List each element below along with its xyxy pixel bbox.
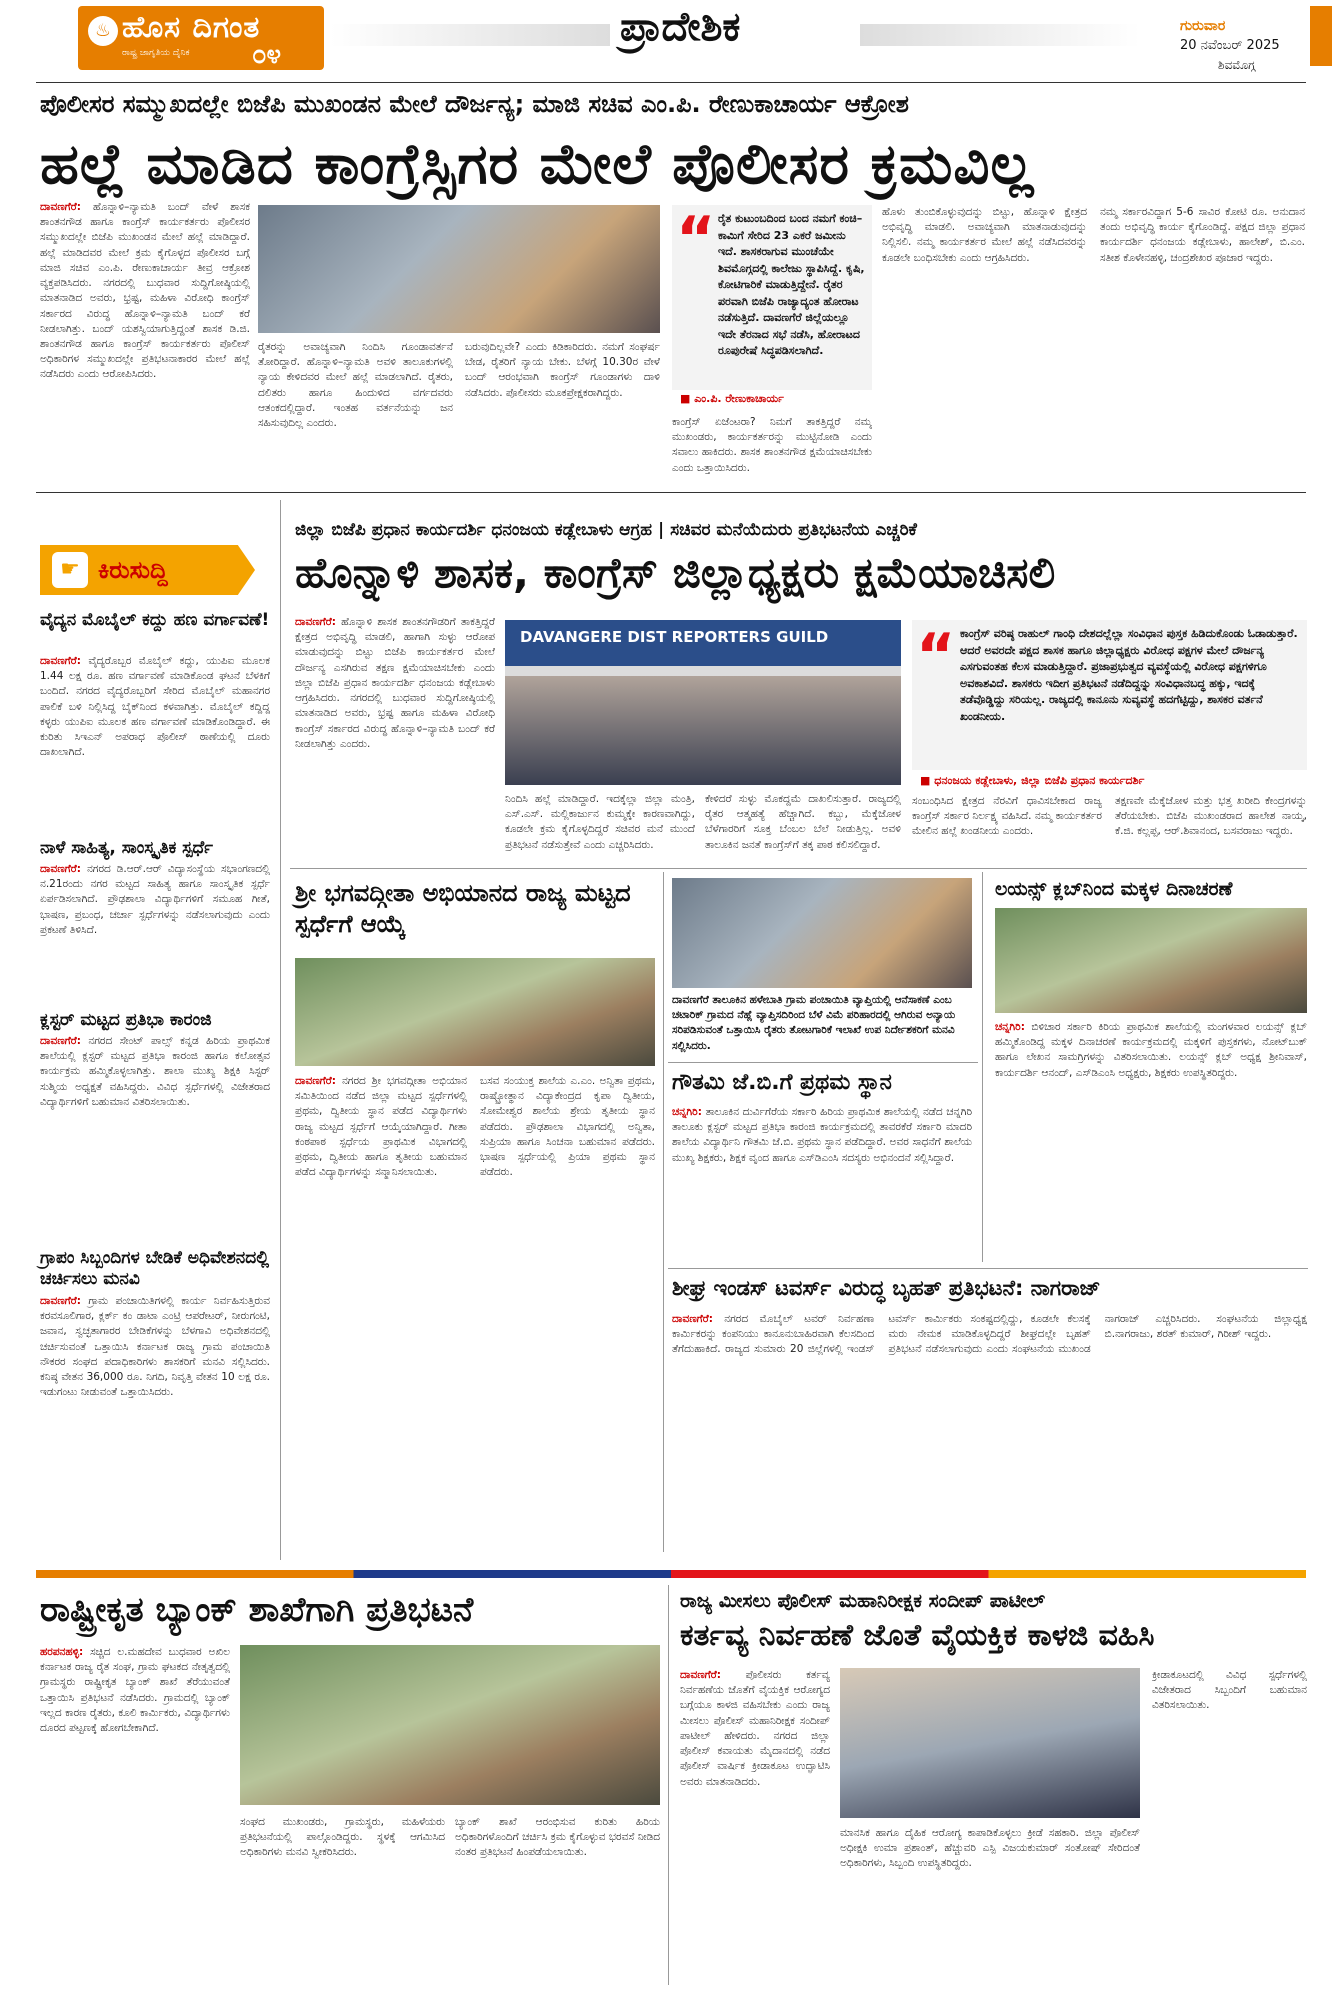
brief-text: ದಾವಣಗೆರೆ: ವೈದ್ಯರೊಬ್ಬರ ಮೊಬೈಲ್ ಕದ್ದು, ಯುಪಿಐ ಮೂಲಕ 1.44 ಲಕ್ಷ ರೂ. ಹಣ ವರ್ಗಾವಣೆ ಮಾಡಿಕೊಂಡ ಘಟನೆ ಬೆಳಕಿಗೆ ಬಂದಿದೆ. ನಗರದ ವೈದ್ಯರೊಬ್ಬರಿಗೆ ಸೇರಿದ ಮೊಬೈಲ್ ಮಹಾನಗರ ಪಾಲಿಕೆ ಬಳಿ ನಿಲ್ಲಿಸಿದ್ದ ಬೈಕ್‌ನಿಂದ ಕಳವಾಗಿತ್ತು. ಮೊಬೈಲ್ ಕದ್ದಿದ್ದ ಕಳ್ಳರು ಯುಪಿಐ ಮೂಲಕ ಹಣ ವರ್ಗಾವಣೆ ಮಾಡಿಕೊಂಡಿದ್ದಾರೆ. ಈ ಕುರಿತು ಸಿಇಎನ್ ಅಪರಾಧ ಪೊಲೀಸ್ ಠಾಣೆಯಲ್ಲಿ ದೂರು ದಾಖಲಾಗಿದೆ. — [40, 655, 270, 759]
gita-headline: ಶ್ರೀ ಭಗವದ್ಗೀತಾ ಅಭಿಯಾನದ ರಾಜ್ಯ ಮಟ್ಟದ ಸ್ಪರ್ಧೆಗೆ ಆಯ್ಕೆ — [295, 879, 631, 939]
quote-attribution: ■ ಎಂ.ಪಿ. ರೇಣುಕಾಚಾರ್ಯ — [680, 392, 784, 405]
second-headline: ಹೊನ್ನಾಳಿ ಶಾಸಕ, ಕಾಂಗ್ರೆಸ್ ಜಿಲ್ಲಾಧ್ಯಕ್ಷರು ಕ್ಷಮೆಯಾಚಿಸಲಿ — [295, 548, 1056, 597]
second-column-2: ನಿಂದಿಸಿ ಹಲ್ಲೆ ಮಾಡಿದ್ದಾರೆ. ಇದಕ್ಕೆಲ್ಲಾ ಜಿಲ್ಲಾ ಮಂತ್ರಿ, ಎಸ್.ಎಸ್. ಮಲ್ಲಿಕಾರ್ಜುನ ಕುಮ್ಮಕ್ಕೇ ಕಾರಣವಾಗಿದ್ದು, ಕೂಡಲೇ ಕ್ರಮ ಕೈಗೊಳ್ಳದಿದ್ದರೆ ಸಚಿವರ ಮನೆ ಮುಂದೆ ಪ್ರತಿಭಟನೆ ನಡೆಸುತ್ತೇವೆ ಎಂದು ಎಚ್ಚರಿಸಿದರು. — [505, 793, 695, 851]
photo-caption: ದಾವಣಗೆರೆ ತಾಲೂಕಿನ ಹಳೇಬಾತಿ ಗ್ರಾಮ ಪಂಚಾಯಿತಿ ವ್ಯಾಪ್ತಿಯಲ್ಲಿ ಆನೆಸಾಕಣೆ ಎಂಬ ಚಟಾರಿಕ್ ಗ್ರಾಮದ ನೆಹ್ಲೆ ವ್ಯಾಪ್ತಿಸದಿರಿಂದ ಬೆಳೆ ವಿಮೆ ಪರಿಹಾರದಲ್ಲಿ ಆಗಿರುವ ಅನ್ಯಾಯ ಸರಿಪಡಿಸುವಂತೆ ಒತ್ತಾಯಿಸಿ ರೈತರು ತೋಟಗಾರಿಕೆ ಇಲಾಖೆ ಉಪ ನಿರ್ದೇಶಕರಿಗೆ ಮನವಿ ಸಲ್ಲಿಸಿದರು. — [672, 994, 956, 1052]
newspaper-name: ಹೊಸ ದಿಗಂತ — [122, 10, 261, 45]
brief-headline: ಗ್ರಾಪಂ ಸಿಬ್ಬಂದಿಗಳ ಬೇಡಿಕೆ ಅಧಿವೇಶನದಲ್ಲಿ ಚರ್ಚಿಸಲು ಮನವಿ — [40, 1248, 270, 1290]
bank-column-2: ಸಂಘದ ಮುಖಂಡರು, ಗ್ರಾಮಸ್ಥರು, ಮಹಿಳೆಯರು ಪ್ರತಿಭಟನೆಯಲ್ಲಿ ಪಾಲ್ಗೊಂಡಿದ್ದರು. ಸ್ಥಳಕ್ಕೆ ಆಗಮಿಸಿದ ಅಧಿಕಾರಿಗಳು ಮನವಿ ಸ್ವೀಕರಿಸಿದರು. — [240, 1816, 445, 1859]
quote-text: ರೈತ ಕುಟುಂಬದಿಂದ ಬಂದ ನಮಗೆ ಕಂಚಿ–ಕಾಮಿಗೆ ಸೇರಿದ 23 ಎಕರೆ ಜಮೀನು ಇದೆ. ಶಾಸಕರಾಗುವ ಮುಂಚೆಯೇ ಶಿವಮೊಗ್ಗದಲ್ಲಿ ಕಾಲೇಜು ಸ್ಥಾಪಿಸಿದ್ದೆ. ಕೃಷಿ, ಕೋಟಿಗಾರಿಕೆ ಮಾಡುತ್ತಿದ್ದೇನೆ. ರೈತರ ಪರವಾಗಿ ಬಿಜೆಪಿ ರಾಜ್ಯಾದ್ಯಂತ ಹೋರಾಟ ನಡೆಸುತ್ತಿದೆ. ದಾವಣಗೆರೆ ಜಿಲ್ಲೆಯಲ್ಲೂ ಇದೇ ತೆರನಾದ ಸಭೆ ನಡೆಸಿ, ಹೋರಾಟದ ರೂಪುರೇಷೆ ಸಿದ್ಧಪಡಿಸಲಾಗಿದೆ. — [718, 212, 865, 357]
section-strip — [36, 1570, 1306, 1578]
lions-text: ಚನ್ನಗಿರಿ: ಬಿಳಿಚಾರ ಸರ್ಕಾರಿ ಕಿರಿಯ ಪ್ರಾಥಮಿಕ ಶಾಲೆಯಲ್ಲಿ ಮಂಗಳವಾರ ಲಯನ್ಸ್ ಕ್ಲಬ್ ಹಮ್ಮಿಕೊಂಡಿದ್ದ ಮಕ್ಕಳ ದಿನಾಚರಣೆ ಕಾರ್ಯಕ್ರಮದಲ್ಲಿ ಮಕ್ಕಳಿಗೆ ಪುಸ್ತಕಗಳು, ನೋಟ್‌ಬುಕ್ ಹಾಗೂ ಲೇಖನ ಸಾಮಗ್ರಿಗಳನ್ನು ವಿತರಿಸಲಾಯಿತು. ಲಯನ್ಸ್ ಕ್ಲಬ್ ಅಧ್ಯಕ್ಷ ಶ್ರೀನಿವಾಸ್, ಕಾರ್ಯದರ್ಶಿ ಆನಂದ್, ಎಸ್‌ಡಿಎಂಸಿ ಅಧ್ಯಕ್ಷರು, ಶಿಕ್ಷಕರು ಉಪಸ್ಥಿತರಿದ್ದರು. — [995, 1021, 1307, 1079]
divider — [36, 492, 1306, 493]
bank-column-1: ಹರಪನಹಳ್ಳಿ: ಸಚ್ಚಿದ ಲ.ಮಹದೇವ ಬುಧವಾರ ಅಖಿಲ ಕರ್ನಾಟಕ ರಾಜ್ಯ ರೈತ ಸಂಘ, ಗ್ರಾಮ ಘಟಕದ ನೇತೃತ್ವದಲ್ಲಿ ಗ್ರಾಮಸ್ಥರು ರಾಷ್ಟ್ರೀಕೃತ ಬ್ಯಾಂಕ್ ಶಾಖೆ ತೆರೆಯುವಂತೆ ಒತ್ತಾಯಿಸಿ ಪ್ರತಿಭಟನೆ ನಡೆಸಿದರು. ಗ್ರಾಮದಲ್ಲಿ ಬ್ಯಾಂಕ್ ಇಲ್ಲದ ಕಾರಣ ರೈತರು, ಕೂಲಿ ಕಾರ್ಮಿಕರು, ವಿದ್ಯಾರ್ಥಿಗಳು ದೂರದ ಪಟ್ಟಣಕ್ಕೆ ಹೋಗಬೇಕಾಗಿದೆ. — [40, 1646, 230, 1735]
quote-attribution: ■ ಧನಂಜಯ ಕಡ್ಲೇಬಾಳು, ಜಿಲ್ಲಾ ಬಿಜೆಪಿ ಪ್ರಧಾನ ಕಾರ್ಯದರ್ಶಿ — [920, 774, 1145, 787]
lead-column-5: ಹೊಳು ತುಂಬಿಕೊಳ್ಳುವುದನ್ನು ಬಿಟ್ಟು, ಹೊನ್ನಾಳಿ ಕ್ಷೇತ್ರದ ಅಭಿವೃದ್ಧಿ ಮಾಡಲಿ. ಅವಾಚ್ಯವಾಗಿ ಮಾತನಾಡುವುದನ್ನು ನಿಲ್ಲಿಸಲಿ. ನಮ್ಮ ಕಾರ್ಯಕರ್ತರ ಮೇಲೆ ಹಲ್ಲೆ ನಡೆಸಿದವರನ್ನು ಕೂಡಲೇ ಬಂಧಿಸಬೇಕು ಎಂದು ಆಗ್ರಹಿಸಿದರು. — [882, 206, 1087, 264]
divider — [668, 1062, 978, 1063]
brief-headline: ಕ್ಲಸ್ಟರ್ ಮಟ್ಟದ ಪ್ರತಿಭಾ ಕಾರಂಜಿ — [40, 1010, 212, 1030]
masthead-rule-right — [860, 24, 1140, 46]
quote-text: ಕಾಂಗ್ರೆಸ್ ವರಿಷ್ಠ ರಾಹುಲ್ ಗಾಂಧಿ ದೇಶದಲ್ಲೆಲ್ಲಾ ಸಂವಿಧಾನ ಪುಸ್ತಕ ಹಿಡಿದುಕೊಂಡು ಓಡಾಡುತ್ತಾರೆ. ಆದರೆ ಅವರದೇ ಪಕ್ಷದ ಶಾಸಕ ಹಾಗೂ ಜಿಲ್ಲಾಧ್ಯಕ್ಷರು ವಿರೋಧ ಪಕ್ಷಗಳ ಮೇಲೆ ದೌರ್ಜನ್ಯ ಎಸಗುವಂತಹ ಕೆಲಸ ಮಾಡುತ್ತಿದ್ದಾರೆ. ಪ್ರಜಾಪ್ರಭುತ್ವದ ವ್ಯವಸ್ಥೆಯಲ್ಲಿ ವಿರೋಧ ಪಕ್ಷಗಳಿಗೂ ಅವಕಾಶವಿದೆ. ಶಾಸಕರು ಇದೀಗ ಪ್ರತಿಭಟನೆ ನಡೆದಿದ್ದನ್ನು ಸಂವಿಧಾನಬದ್ಧ ಹಕ್ಕು, ಇದಕ್ಕೆ ತಡೆವೊಡ್ಡಿದ್ದು ಸರಿಯಲ್ಲ. ರಾಜ್ಯದಲ್ಲಿ ಕಾನೂನು ಸುವ್ಯವಸ್ಥೆ ಹದಗೆಟ್ಟಿದ್ದು, ಶಾಸಕರ ವರ್ತನೆ ಖಂಡನೀಯ. — [960, 627, 1298, 723]
quote-icon: “ — [916, 621, 956, 691]
ig-column-1: ದಾವಣಗೆರೆ: ಪೊಲೀಸರು ಕರ್ತವ್ಯ ನಿರ್ವಹಣೆಯ ಜೊತೆಗೆ ವೈಯಕ್ತಿಕ ಆರೋಗ್ಯದ ಬಗ್ಗೆಯೂ ಕಾಳಜಿ ವಹಿಸಬೇಕು ಎಂದು ರಾಜ್ಯ ಮೀಸಲು ಪೊಲೀಸ್ ಮಹಾನಿರೀಕ್ಷಕ ಸಂದೀಪ್ ಪಾಟೀಲ್ ಹೇಳಿದರು. ನಗರದ ಜಿಲ್ಲಾ ಪೊಲೀಸ್ ಕವಾಯತು ಮೈದಾನದಲ್ಲಿ ನಡೆದ ಪೊಲೀಸ್ ವಾರ್ಷಿಕ ಕ್ರೀಡಾಕೂಟ ಉದ್ಘಾಟಿಸಿ ಅವರು ಮಾತನಾಡಿದರು. — [680, 1669, 830, 1788]
brief-headline: ವೈದ್ಯನ ಮೊಬೈಲ್ ಕದ್ದು ಹಣ ವರ್ಗಾವಣೆ! — [40, 610, 270, 630]
ig-kicker: ರಾಜ್ಯ ಮೀಸಲು ಪೊಲೀಸ್ ಮಹಾನಿರೀಕ್ಷಕ ಸಂದೀಪ್ ಪಾಟೀಲ್ — [680, 1590, 1046, 1612]
bank-headline: ರಾಷ್ಟ್ರೀಕೃತ ಬ್ಯಾಂಕ್ ಶಾಖೆಗಾಗಿ ಪ್ರತಿಭಟನೆ — [40, 1590, 474, 1630]
lead-headline: ಹಲ್ಲೆ ಮಾಡಿದ ಕಾಂಗ್ರೆಸ್ಸಿಗರ ಮೇಲೆ ಪೊಲೀಸರ ಕ್ರಮವಿಲ್ಲ — [40, 132, 1035, 197]
masthead — [0, 0, 1339, 78]
second-column-3: ಕೇಳಿದರೆ ಸುಳ್ಳು ಮೊಕದ್ದಮೆ ದಾಖಲಿಸುತ್ತಾರೆ. ರಾಜ್ಯದಲ್ಲಿ ರೈತರ ಆತ್ಮಹತ್ಯೆ ಹೆಚ್ಚಾಗಿದೆ. ಕಬ್ಬು, ಮೆಕ್ಕೆಜೋಳ ಬೆಳೆಗಾರರಿಗೆ ಸೂಕ್ತ ಬೆಂಬಲ ಬೆಲೆ ನೀಡುತ್ತಿಲ್ಲ. ಅವಳಿ ತಾಲೂಕಿನ ಜನತೆ ಕಾಂಗ್ರೆಸ್‌ಗೆ ತಕ್ಕ ಪಾಠ ಕಲಿಸಲಿದ್ದಾರೆ. — [705, 793, 901, 851]
brief-text: ದಾವಣಗೆರೆ: ಗ್ರಾಮ ಪಂಚಾಯಿತಿಗಳಲ್ಲಿ ಕಾರ್ಯ ನಿರ್ವಹಿಸುತ್ತಿರುವ ಕರವಸೂಲಿಗಾರ, ಕ್ಲರ್ಕ್ ಕಂ ಡಾಟಾ ಎಂಟ್ರಿ ಆಪರೇಟರ್, ನೀರುಗಂಟಿ, ಜವಾನ, ಸ್ವಚ್ಛತಾಗಾರರ ಬೇಡಿಕೆಗಳನ್ನು ಬೆಳಗಾವಿ ಅಧಿವೇಶನದಲ್ಲಿ ಚರ್ಚಿಸುವಂತೆ ಒತ್ತಾಯಿಸಿ ಕರ್ನಾಟಕ ರಾಜ್ಯ ಗ್ರಾಮ ಪಂಚಾಯಿತಿ ನೌಕರರ ಸಂಘದ ಪದಾಧಿಕಾರಿಗಳು ಶಾಸಕರಿಗೆ ಮನವಿ ಸಲ್ಲಿಸಿದರು. ಕನಿಷ್ಠ ವೇತನ 36,000 ರೂ. ನಿಗದಿ, ನಿವೃತ್ತಿ ವೇತನ 10 ಲಕ್ಷ ರೂ. ಇಡುಗಂಟು ನೀಡುವಂತೆ ಒತ್ತಾಯಿಸಿದರು. — [40, 1295, 270, 1399]
bank-column-3: ಬ್ಯಾಂಕ್ ಶಾಖೆ ಆರಂಭಿಸುವ ಕುರಿತು ಹಿರಿಯ ಅಧಿಕಾರಿಗಳೊಂದಿಗೆ ಚರ್ಚಿಸಿ ಕ್ರಮ ಕೈಗೊಳ್ಳುವ ಭರವಸೆ ನೀಡಿದ ನಂತರ ಪ್ರತಿಭಟನೆ ಹಿಂಪಡೆಯಲಾಯಿತು. — [455, 1816, 660, 1859]
lead-column-4: ಕಾಂಗ್ರೆಸ್ ಏಜೆಂಟರಾ? ನಿಮಗೆ ತಾಕತ್ತಿದ್ದರೆ ನಮ್ಮ ಮುಖಂಡರು, ಕಾರ್ಯಕರ್ತರನ್ನು ಮುಟ್ಟಿನೋಡಿ ಎಂದು ಸವಾಲು ಹಾಕಿದರು. ಶಾಸಕ ಶಾಂತನಗೌಡ ಕ್ಷಮೆಯಾಚಿಸಬೇಕು ಎಂದು ಒತ್ತಾಯಿಸಿದರು. — [672, 416, 872, 474]
ig-headline: ಕರ್ತವ್ಯ ನಿರ್ವಹಣೆ ಜೊತೆ ವೈಯಕ್ತಿಕ ಕಾಳಜಿ ವಹಿಸಿ — [680, 1618, 1155, 1653]
farmers-petition-photo — [672, 878, 972, 988]
quote-icon: “ — [676, 204, 716, 274]
gita-column-1: ದಾವಣಗೆರೆ: ನಗರದ ಶ್ರೀ ಭಗವದ್ಗೀತಾ ಅಭಿಯಾನ ಸಮಿತಿಯಿಂದ ನಡೆದ ಜಿಲ್ಲಾ ಮಟ್ಟದ ಸ್ಪರ್ಧೆಗಳಲ್ಲಿ ಪ್ರಥಮ, ದ್ವಿತೀಯ ಸ್ಥಾನ ಪಡೆದ ವಿದ್ಯಾರ್ಥಿಗಳು ರಾಜ್ಯ ಮಟ್ಟದ ಸ್ಪರ್ಧೆಗೆ ಆಯ್ಕೆಯಾಗಿದ್ದಾರೆ. ಗೀತಾ ಕಂಠಪಾಠ ಸ್ಪರ್ಧೆಯ ಪ್ರಾಥಮಿಕ ವಿಭಾಗದಲ್ಲಿ ಪ್ರಥಮ, ದ್ವಿತೀಯ ಹಾಗೂ ತೃತೀಯ ಬಹುಮಾನ ಪಡೆದ ವಿದ್ಯಾರ್ಥಿಗಳನ್ನು ಸನ್ಮಾನಿಸಲಾಯಿತು. — [295, 1075, 467, 1179]
section-title: ಪ್ರಾದೇಶಿಕ — [620, 4, 741, 50]
children-day-photo — [995, 908, 1307, 1013]
lamp-icon: ♨ — [88, 16, 118, 46]
masthead-rule-left — [330, 24, 610, 46]
bank-protest-photo — [240, 1645, 660, 1805]
lead-quote-box — [672, 205, 872, 390]
column-rule — [663, 872, 664, 1552]
indus-text: ದಾವಣಗೆರೆ: ನಗರದ ಮೊಬೈಲ್ ಟವರ್ ನಿರ್ವಹಣಾ ಕಾರ್ಮಿಕರನ್ನು ಕಂಪನಿಯು ಕಾನೂನುಬಾಹಿರವಾಗಿ ಕೆಲಸದಿಂದ ತೆಗೆದುಹಾಕಿದೆ. ರಾಜ್ಯದ ಸುಮಾರು 20 ಜಿಲ್ಲೆಗಳಲ್ಲಿ ಇಂಡಸ್ ಟವರ್ಸ್ ಕಾರ್ಮಿಕರು ಸಂಕಷ್ಟದಲ್ಲಿದ್ದು, ಕೂಡಲೇ ಕೆಲಸಕ್ಕೆ ಮರು ನೇಮಕ ಮಾಡಿಕೊಳ್ಳದಿದ್ದರೆ ಶೀಘ್ರದಲ್ಲೇ ಬೃಹತ್ ಪ್ರತಿಭಟನೆ ನಡೆಸಲಾಗುವುದು ಎಂದು ಸಂಘಟನೆಯ ಮುಖಂಡ ನಾಗರಾಜ್ ಎಚ್ಚರಿಸಿದರು. ಸಂಘಟನೆಯ ಜಿಲ್ಲಾಧ್ಯಕ್ಷ ಬಿ.ನಾಗರಾಜು, ಶರತ್ ಕುಮಾರ್, ಗಿರೀಶ್ ಇದ್ದರು. — [672, 1313, 1307, 1356]
lead-column-1 — [40, 200, 250, 485]
banner-text: DAVANGERE DIST REPORTERS GUILD — [520, 628, 829, 646]
ig-column-3: ಕ್ರೀಡಾಕೂಟದಲ್ಲಿ ವಿವಿಧ ಸ್ಪರ್ಧೆಗಳಲ್ಲಿ ವಿಜೇತರಾದ ಸಿಬ್ಬಂದಿಗೆ ಬಹುಮಾನ ವಿತರಿಸಲಾಯಿತು. — [1152, 1669, 1307, 1712]
brief-headline: ನಾಳೆ ಸಾಹಿತ್ಯ, ಸಾಂಸ್ಕೃತಿಕ ಸ್ಪರ್ಧೆ — [40, 838, 213, 858]
divider — [290, 868, 1307, 869]
lead-column-6: ನಮ್ಮ ಸರ್ಕಾರವಿದ್ದಾಗ 5-6 ಸಾವಿರ ಕೋಟಿ ರೂ. ಅನುದಾನ ತಂದು ಅಭಿವೃದ್ಧಿ ಕಾರ್ಯ ಕೈಗೊಂಡಿದ್ದೆ. ಪಕ್ಷದ ಜಿಲ್ಲಾ ಪ್ರಧಾನ ಕಾರ್ಯದರ್ಶಿ ಧನಂಜಯ ಕಡ್ಲೇಬಾಳು, ಹಾಲೇಶ್, ಬಿ.ಎಂ. ಸತೀಶ ಕೊಳೇನಹಳ್ಳಿ, ಚಂದ್ರಶೇಖರ ಪೂಜಾರ ಇದ್ದರು. — [1100, 206, 1305, 264]
gautami-text: ಚನ್ನಗಿರಿ: ತಾಲೂಕಿನ ದುರ್ವಿಗೆರೆಯ ಸರ್ಕಾರಿ ಹಿರಿಯ ಪ್ರಾಥಮಿಕ ಶಾಲೆಯಲ್ಲಿ ನಡೆದ ಚನ್ನಗಿರಿ ತಾಲೂಕು ಕ್ಲಸ್ಟರ್ ಮಟ್ಟದ ಪ್ರತಿಭಾ ಕಾರಂಜಿ ಕಾರ್ಯಕ್ರಮದಲ್ಲಿ ತಾವರಕೆರೆ ಸರ್ಕಾರಿ ಮಾದರಿ ಶಾಲೆಯ ವಿದ್ಯಾರ್ಥಿನಿ ಗೌತಮಿ ಜೆ.ಬಿ. ಪ್ರಥಮ ಸ್ಥಾನ ಪಡೆದಿದ್ದಾರೆ. ಅವರ ಸಾಧನೆಗೆ ಶಾಲೆಯ ಮುಖ್ಯ ಶಿಕ್ಷಕರು, ಶಿಕ್ಷಕ ವೃಂದ ಹಾಗೂ ಎಸ್‌ಡಿಎಂಸಿ ಸದಸ್ಯರು ಅಭಿನಂದನೆ ಸಲ್ಲಿಸಿದ್ದಾರೆ. — [672, 1106, 972, 1164]
masthead-accent-bar — [1310, 6, 1332, 66]
lead-kicker: ಪೊಲೀಸರ ಸಮ್ಮುಖದಲ್ಲೇ ಬಿಜೆಪಿ ಮುಖಂಡನ ಮೇಲೆ ದೌರ್ಜನ್ಯ; ಮಾಜಿ ಸಚಿವ ಎಂ.ಪಿ. ರೇಣುಕಾಚಾರ್ಯ ಆಕ್ರೋಶ — [40, 90, 909, 118]
second-column-4: ಸಂಬಂಧಿಸಿದ ಕ್ಷೇತ್ರದ ನೆರವಿಗೆ ಧಾವಿಸಬೇಕಾದ ರಾಜ್ಯ ಕಾಂಗ್ರೆಸ್ ಸರ್ಕಾರ ನಿರ್ಲಕ್ಷ್ಯ ವಹಿಸಿದೆ. ನಮ್ಮ ಕಾರ್ಯಕರ್ತರ ಮೇಲಿನ ಹಲ್ಲೆ ಖಂಡನೀಯ ಎಂದರು. — [912, 795, 1102, 838]
press-conference-photo — [258, 205, 660, 333]
divider — [36, 82, 1306, 83]
pointing-hand-icon: ☛ — [52, 552, 88, 588]
issue-date: 20 ನವೆಂಬರ್ 2025 — [1180, 38, 1280, 53]
police-sports-photo — [840, 1668, 1140, 1818]
dateline: ದಾವಣಗೆರೆ: — [40, 201, 81, 213]
column-rule — [982, 872, 983, 1262]
column-rule — [280, 500, 281, 1560]
second-column-5: ತಕ್ಷಣವೇ ಮೆಕ್ಕೆಜೋಳ ಮತ್ತು ಭತ್ತ ಖರೀದಿ ಕೇಂದ್ರಗಳನ್ನು ತೆರೆಯಬೇಕು. ಬಿಜೆಪಿ ಮುಖಂಡರಾದ ಹಾಲೇಶ ನಾಯ್ಕ, ಕೆ.ಜಿ. ಕಲ್ಲಪ್ಪ, ಆರ್.ಶಿವಾನಂದ, ಬಸವರಾಜು ಇದ್ದರು. — [1115, 795, 1307, 838]
brief-text: ದಾವಣಗೆರೆ: ನಗರದ ಸೇಂಟ್ ಪಾಲ್ಸ್ ಕನ್ನಡ ಹಿರಿಯ ಪ್ರಾಥಮಿಕ ಶಾಲೆಯಲ್ಲಿ ಕ್ಲಸ್ಟರ್ ಮಟ್ಟದ ಪ್ರತಿಭಾ ಕಾರಂಜಿ ಹಾಗೂ ಕಲೋತ್ಸವ ಕಾರ್ಯಕ್ರಮ ಹಮ್ಮಿಕೊಳ್ಳಲಾಗಿತ್ತು. ಶಾಲಾ ಮುಖ್ಯ ಶಿಕ್ಷಕಿ ಸಿಸ್ಟರ್ ಸುಶ್ಮಿಯ ಅಧ್ಯಕ್ಷತೆ ವಹಿಸಿದ್ದರು. ವಿವಿಧ ಸ್ಪರ್ಧೆಗಳಲ್ಲಿ ವಿಜೇತರಾದ ವಿದ್ಯಾರ್ಥಿಗಳಿಗೆ ಬಹುಮಾನ ವಿತರಿಸಲಾಯಿತು. — [40, 1035, 270, 1108]
divider — [668, 1268, 1308, 1269]
column-rule — [668, 1585, 669, 1985]
indus-headline: ಶೀಘ್ರ ಇಂಡಸ್ ಟವರ್ಸ್ ವಿರುದ್ಧ ಬೃಹತ್ ಪ್ರತಿಭಟನೆ: ನಾಗರಾಜ್ — [672, 1276, 1101, 1300]
page-number: ೦೪ — [252, 40, 282, 70]
second-column-1: ದಾವಣಗೆರೆ: ಹೊನ್ನಾಳಿ ಶಾಸಕ ಶಾಂತನಗೌಡರಿಗೆ ತಾಕತ್ತಿದ್ದರೆ ಕ್ಷೇತ್ರದ ಅಭಿವೃದ್ಧಿ ಮಾಡಲಿ, ಹಾಗಾಗಿ ಸುಳ್ಳು ಆರೋಪ ಮಾಡುವುದನ್ನು ಬಿಟ್ಟು ಬಿಜೆಪಿ ಕಾರ್ಯಕರ್ತರ ಮೇಲೆ ದೌರ್ಜನ್ಯ ಎಸಗಿರುವ ತಕ್ಷಣ ಕ್ಷಮೆಯಾಚಿಸಬೇಕು ಎಂದು ಜಿಲ್ಲಾ ಬಿಜೆಪಿ ಪ್ರಧಾನ ಕಾರ್ಯದರ್ಶಿ ಧನಂಜಯ ಕಡ್ಲೇಬಾಳು ಆಗ್ರಹಿಸಿದರು. ನಗರದಲ್ಲಿ ಬುಧವಾರ ಸುದ್ದಿಗೋಷ್ಠಿಯಲ್ಲಿ ಮಾತನಾಡಿದ ಅವರು, ಭ್ರಷ್ಟ ಹಾಗೂ ಮಹಿಳಾ ವಿರೋಧಿ ಕಾಂಗ್ರೆಸ್ ಸರ್ಕಾರದ ವಿರುದ್ಧ ಹೊನ್ನಾಳಿ–ನ್ಯಾಮತಿ ಬಂದ್ ಕರೆ ನೀಡಲಾಗಿತ್ತು ಎಂದರು. — [295, 616, 495, 750]
kiru-suddi-label: ಕಿರುಸುದ್ದಿ — [98, 556, 168, 584]
second-kicker: ಜಿಲ್ಲಾ ಬಿಜೆಪಿ ಪ್ರಧಾನ ಕಾರ್ಯದರ್ಶಿ ಧನಂಜಯ ಕಡ್ಲೇಬಾಳು ಆಗ್ರಹ | ಸಚಿವರ ಮನೆಯೆದುರು ಪ್ರತಿಭಟನೆಯ ಎಚ್ಚರಿಕೆ — [295, 520, 917, 540]
issue-day: ಗುರುವಾರ — [1180, 18, 1226, 34]
brief-text: ದಾವಣಗೆರೆ: ನಗರದ ಡಿ.ಆರ್.ಆರ್ ವಿದ್ಯಾಸಂಸ್ಥೆಯ ಸಭಾಂಗಣದಲ್ಲಿ ನ.21ರಂದು ನಗರ ಮಟ್ಟದ ಸಾಹಿತ್ಯ ಹಾಗೂ ಸಾಂಸ್ಕೃತಿಕ ಸ್ಪರ್ಧೆ ಏರ್ಪಡಿಸಲಾಗಿದೆ. ಪ್ರೌಢಶಾಲಾ ವಿದ್ಯಾರ್ಥಿಗಳಿಗೆ ಸಮೂಹ ಗೀತೆ, ಭಾಷಣ, ಪ್ರಬಂಧ, ಚರ್ಚಾ ಸ್ಪರ್ಧೆಗಳನ್ನು ನಡೆಸಲಾಗುವುದು ಎಂದು ಪ್ರಕಟಣೆ ತಿಳಿಸಿದೆ. — [40, 863, 270, 936]
lead-column-2: ರೈತರನ್ನು ಅವಾಚ್ಯವಾಗಿ ನಿಂದಿಸಿ ಗೂಂಡಾವರ್ತನೆ ತೋರಿದ್ದಾರೆ. ಹೊನ್ನಾಳಿ–ನ್ಯಾಮತಿ ಅವಳಿ ತಾಲೂಕುಗಳಲ್ಲಿ ನ್ಯಾಯ ಕೇಳಿದವರ ಮೇಲೆ ಹಲ್ಲೆ ಮಾಡಲಾಗಿದೆ. ರೈತರು, ದಲಿತರು ಹಾಗೂ ಹಿಂದುಳಿದ ವರ್ಗದವರು ಆತಂಕದಲ್ಲಿದ್ದಾರೆ. ಇಂತಹ ವರ್ತನೆಯನ್ನು ಜನ ಸಹಿಸುವುದಿಲ್ಲ ಎಂದರು. — [258, 341, 453, 430]
lead-column-3: ಬರುವುದಿಲ್ಲವೇ? ಎಂದು ಕಿಡಿಕಾರಿದರು. ನಮಗೆ ಸಂಘರ್ಷ ಬೇಡ, ರೈತರಿಗೆ ನ್ಯಾಯ ಬೇಕು. ಬೆಳಗ್ಗೆ 10.30ರ ವೇಳೆ ಬಂದ್ ಆರಂಭವಾಗಿ ಕಾಂಗ್ರೆಸ್ ಗೂಂಡಾಗಳು ದಾಳಿ ನಡೆಸಿದರು. ಪೊಲೀಸರು ಮೂಕಪ್ರೇಕ್ಷಕರಾಗಿದ್ದರು. — [465, 341, 660, 399]
edition-city: ಶಿವಮೊಗ್ಗ — [1218, 58, 1256, 72]
gita-column-2: ಬಸವ ಸಂಯುಕ್ತ ಶಾಲೆಯ ಎ.ಎಂ. ಅನ್ವಿತಾ ಪ್ರಥಮ, ರಾಷ್ಟ್ರೋತ್ಥಾನ ವಿದ್ಯಾಕೇಂದ್ರದ ಕೃಪಾ ದ್ವಿತೀಯ, ಸೋಮೇಶ್ವರ ಶಾಲೆಯ ಶ್ರೇಯ ತೃತೀಯ ಸ್ಥಾನ ಪಡೆದರು. ಪ್ರೌಢಶಾಲಾ ವಿಭಾಗದಲ್ಲಿ ಅನ್ವಿತಾ, ಸುಪ್ರಿಯಾ ಹಾಗೂ ಸಿಂಚನಾ ಬಹುಮಾನ ಪಡೆದರು. ಭಾಷಣ ಸ್ಪರ್ಧೆಯಲ್ಲಿ ಪ್ರಿಯಾ ಪ್ರಥಮ ಸ್ಥಾನ ಪಡೆದರು. — [480, 1075, 655, 1179]
second-quote-box — [912, 620, 1307, 770]
lions-headline: ಲಯನ್ಸ್ ಕ್ಲಬ್‌ನಿಂದ ಮಕ್ಕಳ ದಿನಾಚರಣೆ — [995, 878, 1233, 900]
ig-column-2: ಮಾನಸಿಕ ಹಾಗೂ ದೈಹಿಕ ಆರೋಗ್ಯ ಕಾಪಾಡಿಕೊಳ್ಳಲು ಕ್ರೀಡೆ ಸಹಕಾರಿ. ಜಿಲ್ಲಾ ಪೊಲೀಸ್ ಅಧೀಕ್ಷಕಿ ಉಮಾ ಪ್ರಶಾಂತ್, ಹೆಚ್ಚುವರಿ ಎಸ್ಪಿ ವಿಜಯಕುಮಾರ್ ಸಂತೋಷ್ ಸೇರಿದಂತೆ ಅಧಿಕಾರಿಗಳು, ಸಿಬ್ಬಂದಿ ಉಪಸ್ಥಿತರಿದ್ದರು. — [840, 1827, 1140, 1870]
newspaper-tagline: ರಾಷ್ಟ್ರ ಜಾಗೃತಿಯ ದೈನಿಕ — [122, 48, 190, 58]
students-group-photo — [295, 958, 655, 1066]
gautami-headline: ಗೌತಮಿ ಜೆ.ಬಿ.ಗೆ ಪ್ರಥಮ ಸ್ಥಾನ — [672, 1070, 892, 1095]
article-text: ಹೊನ್ನಾಳಿ–ನ್ಯಾಮತಿ ಬಂದ್ ವೇಳೆ ಶಾಸಕ ಶಾಂತನಗೌಡ ಹಾಗೂ ಕಾಂಗ್ರೆಸ್ ಕಾರ್ಯಕರ್ತರು ಪೊಲೀಸರ ಸಮ್ಮುಖದಲ್ಲೇ ಬಿಜೆಪಿ ಮುಖಂಡನ ಮೇಲೆ ಹಲ್ಲೆ ಮಾಡಿದ್ದಾರೆ. ಹಲ್ಲೆ ಮಾಡಿದವರ ಮೇಲೆ ಕ್ರಮ ಕೈಗೊಳ್ಳದ ಪೊಲೀಸರ ಬಗ್ಗೆ ಮಾಜಿ ಸಚಿವ ಎಂ.ಪಿ. ರೇಣುಕಾಚಾರ್ಯ ತೀವ್ರ ಆಕ್ರೋಶ ವ್ಯಕ್ತಪಡಿಸಿದರು. ನಗರದಲ್ಲಿ ಬುಧವಾರ ಸುದ್ದಿಗೋಷ್ಠಿಯಲ್ಲಿ ಮಾತನಾಡಿದ ಅವರು, ಭ್ರಷ್ಟ, ಮಹಿಳಾ ವಿರೋಧಿ ಕಾಂಗ್ರೆಸ್ ಸರ್ಕಾರದ ವಿರುದ್ಧ ಹೊನ್ನಾಳಿ–ನ್ಯಾಮತಿ ಬಂದ್ ಕರೆ ನೀಡಲಾಗಿತ್ತು. ಬಂದ್ ಯಶಸ್ವಿಯಾಗುತ್ತಿದ್ದಂತೆ ಶಾಸಕ ಡಿ.ಜಿ. ಶಾಂತನಗೌಡ ಹಾಗೂ ಕಾಂಗ್ರೆಸ್ ಕಾರ್ಯಕರ್ತರು ಪೊಲೀಸ್ ಅಧಿಕಾರಿಗಳ ಸಮ್ಮುಖದಲ್ಲೇ ಪ್ರತಿಭಟನಾಕಾರರ ಮೇಲೆ ಹಲ್ಲೆ ನಡೆಸಿದರು ಎಂದು ಆರೋಪಿಸಿದರು. — [40, 201, 250, 381]
